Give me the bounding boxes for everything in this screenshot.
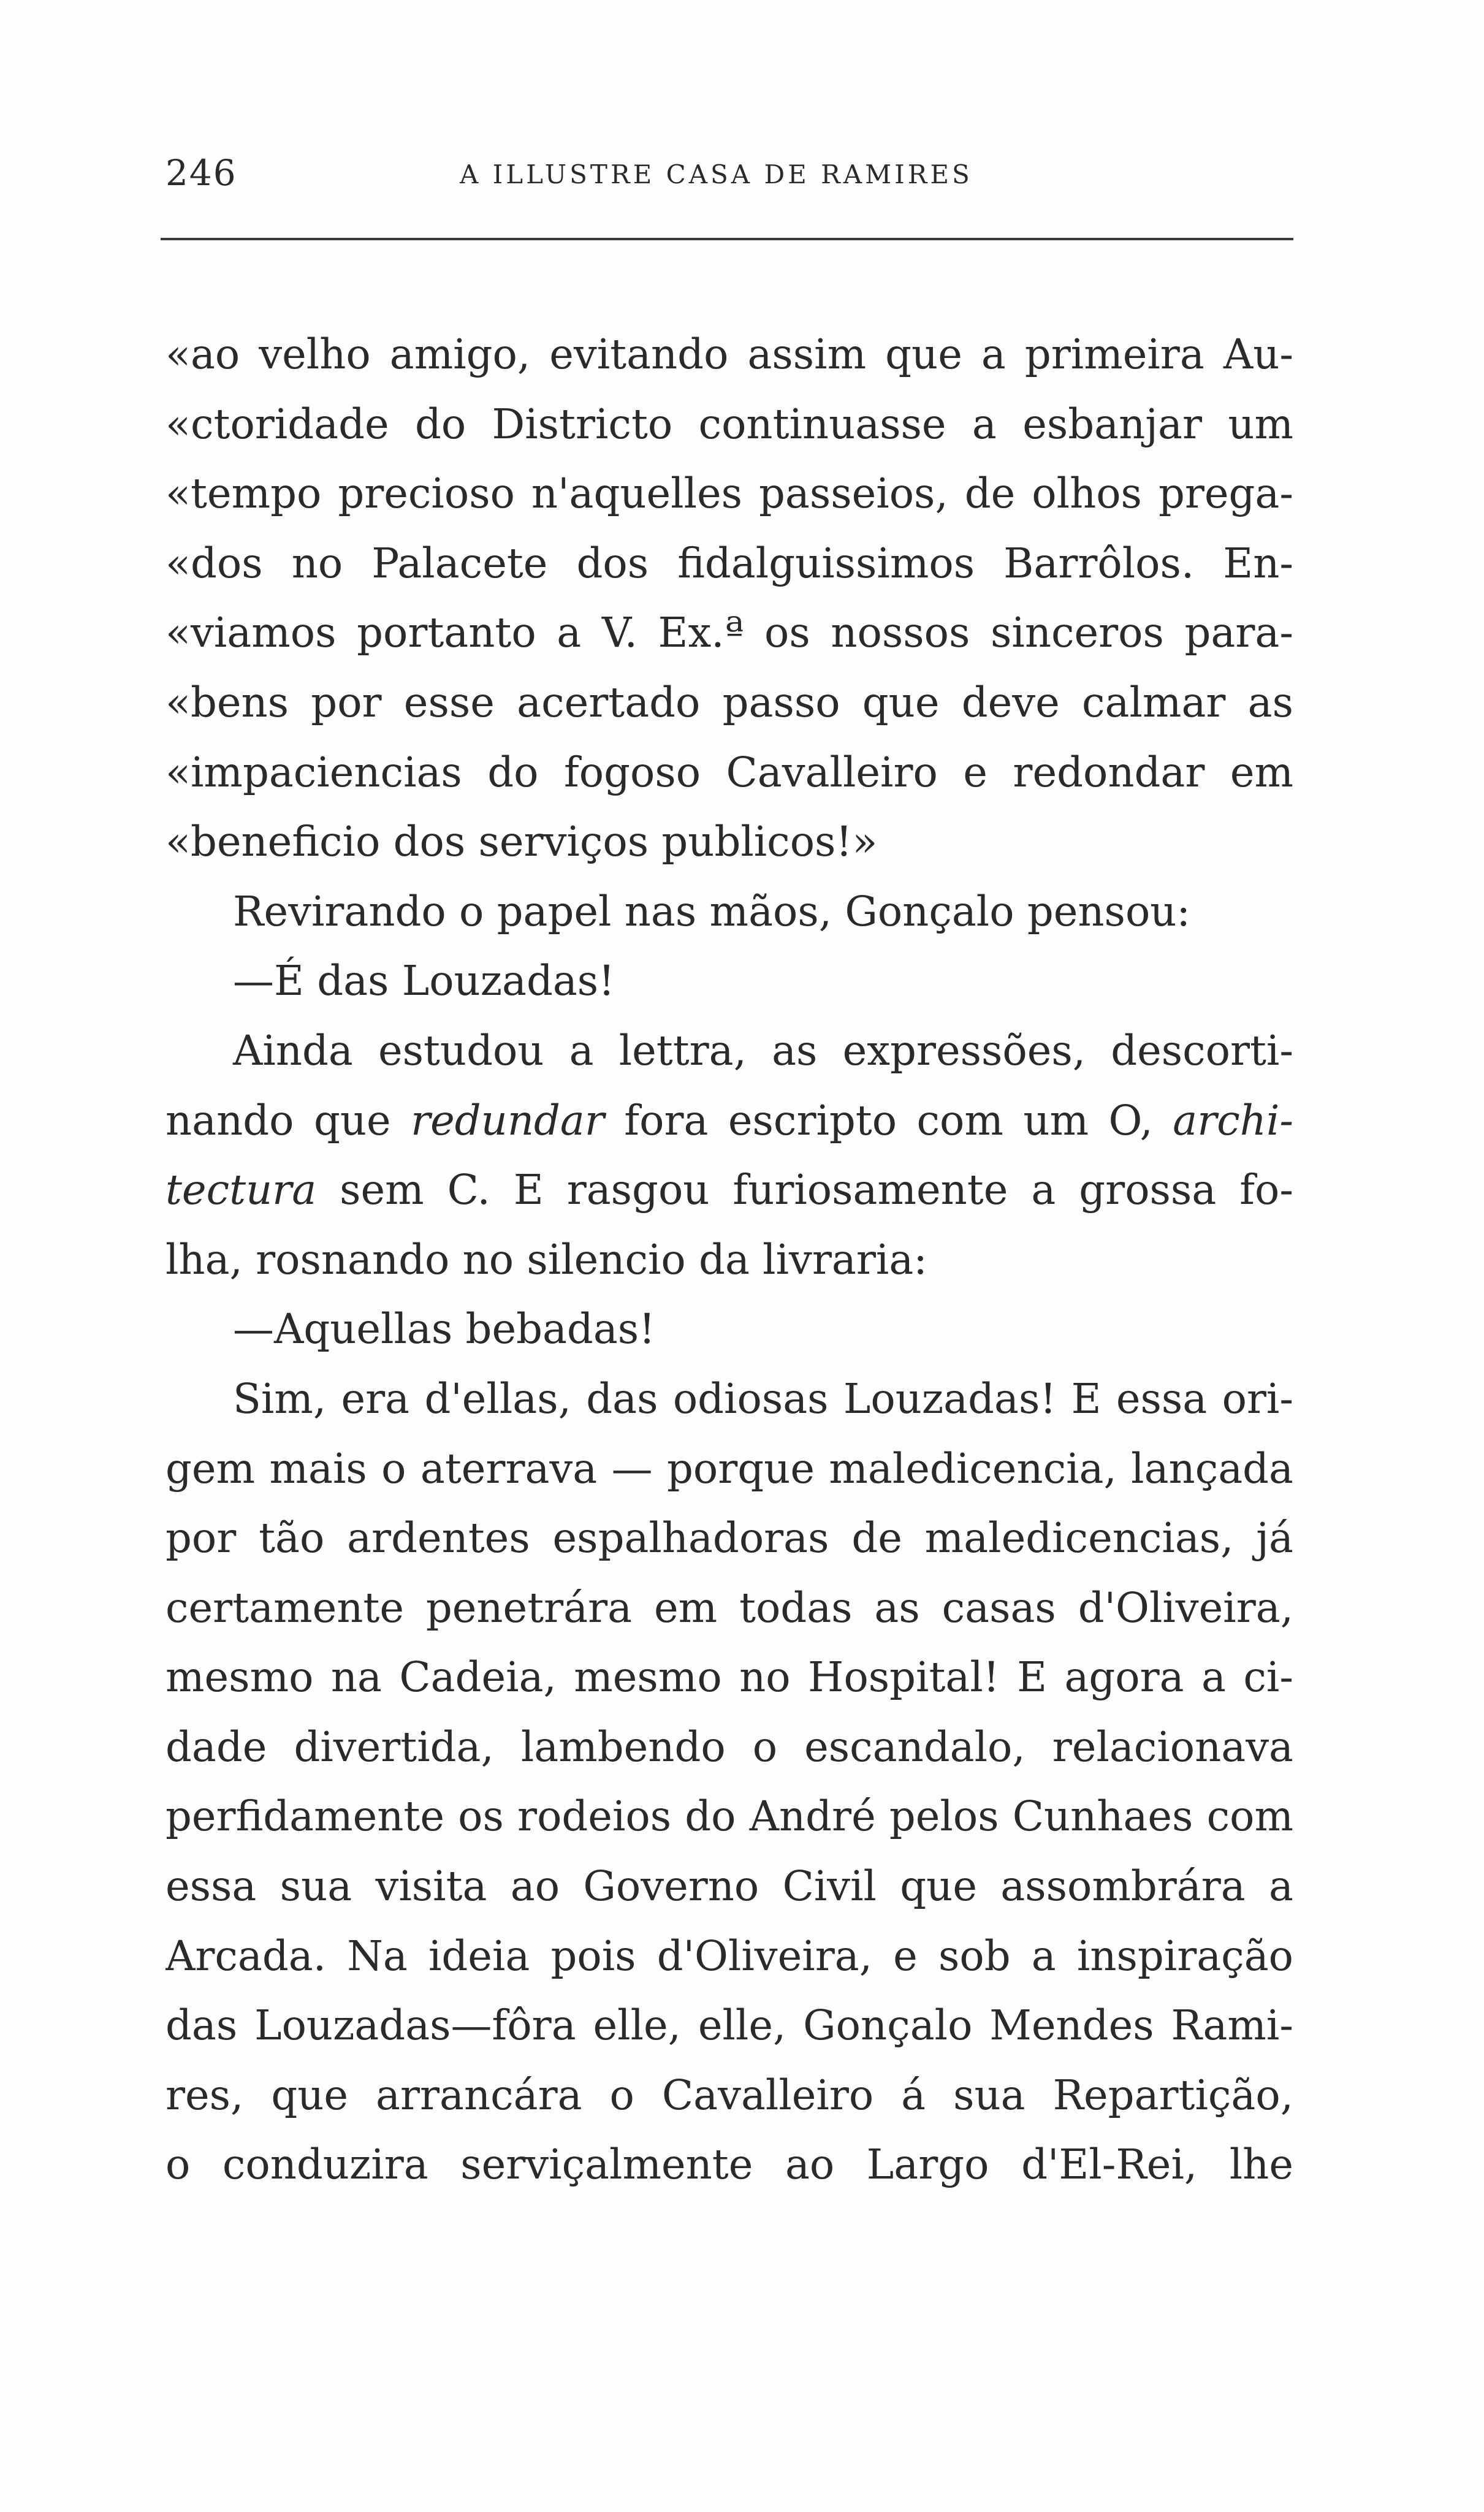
text-line: «bens por esse acertado passo que deve calmar as bbox=[166, 678, 1293, 726]
text-span: fora escripto com um O, bbox=[604, 1096, 1173, 1144]
text-line: das Louzadas—fôra elle, elle, Gonçalo Mendes Rami- bbox=[166, 2001, 1293, 2050]
text-line: lha, rosnando no silencio da livraria: bbox=[166, 1235, 927, 1284]
running-title: A ILLUSTRE CASA DE RAMIRES bbox=[460, 159, 973, 189]
text-line: «ao velho amigo, evitando assim que a primeira Au- bbox=[166, 330, 1293, 378]
text-line: Sim, era d'ellas, das odiosas Louzadas! E essa ori- bbox=[233, 1374, 1293, 1423]
text-line: essa sua visita ao Governo Civil que assombrára a bbox=[166, 1862, 1293, 1911]
header-rule bbox=[161, 238, 1293, 240]
dialogue-line: —É das Louzadas! bbox=[233, 957, 615, 1005]
text-line: Arcada. Na ideia pois d'Oliveira, e sob a inspiração bbox=[166, 1932, 1293, 1980]
italic-word: tectura bbox=[166, 1166, 317, 1214]
body-text bbox=[166, 320, 1293, 2200]
text-line: «beneficio dos serviços publicos!» bbox=[166, 818, 878, 866]
text-line bbox=[166, 1155, 1293, 1225]
text-line: gem mais o aterrava — porque maledicencia, lançada bbox=[166, 1444, 1293, 1493]
text-line: por tão ardentes espalhadoras de maledicencias, já bbox=[166, 1514, 1293, 1562]
text-line: mesmo na Cadeia, mesmo no Hospital! E agora a ci- bbox=[166, 1653, 1293, 1702]
text-line: Revirando o papel nas mãos, Gonçalo pensou: bbox=[233, 887, 1191, 935]
text-span: sem C. E rasgou furiosamente a grossa fo- bbox=[316, 1166, 1293, 1214]
text-line: «ctoridade do Districto continuasse a esbanjar um bbox=[166, 400, 1293, 448]
text-line: o conduzira serviçalmente ao Largo d'El-Rei, lhe bbox=[166, 2141, 1293, 2189]
text-line: perfidamente os rodeios do André pelos Cunhaes com bbox=[166, 1792, 1293, 1841]
text-line: «impaciencias do fogoso Cavalleiro e redondar em bbox=[166, 748, 1293, 796]
text-line: «dos no Palacete dos fidalguissimos Barrôlos. En- bbox=[166, 539, 1293, 587]
text-line: dade divertida, lambendo o escandalo, relacionava bbox=[166, 1722, 1293, 1771]
page-number: 246 bbox=[166, 152, 237, 194]
page-header bbox=[166, 152, 1293, 201]
text-line: certamente penetrára em todas as casas d'Oliveira, bbox=[166, 1583, 1293, 1632]
italic-word: archi- bbox=[1173, 1096, 1293, 1144]
text-line: Ainda estudou a lettra, as expressões, descorti- bbox=[233, 1026, 1293, 1075]
text-line bbox=[166, 1086, 1293, 1156]
text-line: res, que arrancára o Cavalleiro á sua Repartição, bbox=[166, 2071, 1293, 2119]
text-line: «tempo precioso n'aquelles passeios, de olhos prega- bbox=[166, 470, 1293, 518]
italic-word: redundar bbox=[411, 1096, 604, 1144]
text-span: nando que bbox=[166, 1096, 411, 1144]
dialogue-line: —Aquellas bebadas! bbox=[233, 1305, 656, 1353]
text-line: «viamos portanto a V. Ex.ª os nossos sinceros para- bbox=[166, 609, 1293, 657]
